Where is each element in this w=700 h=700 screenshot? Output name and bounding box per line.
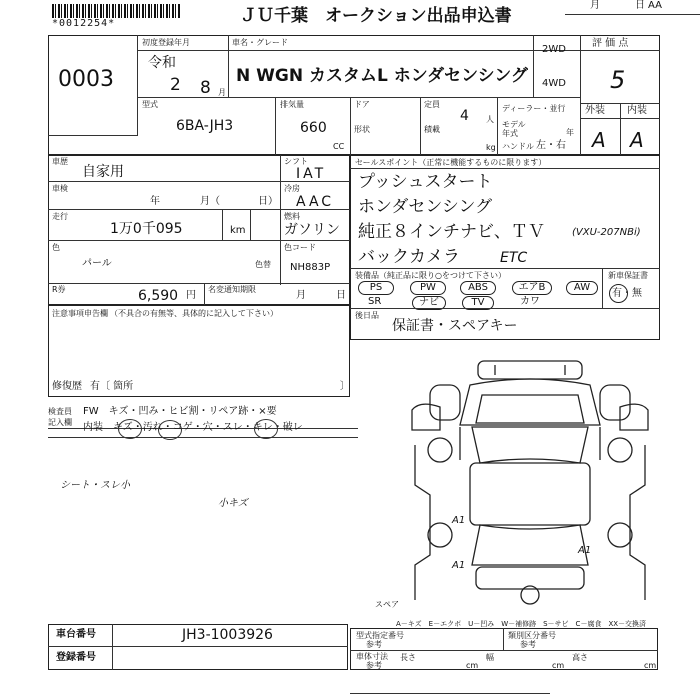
model-year-label: モデル年式 bbox=[502, 120, 526, 138]
form-title: ＪＵ千葉 オークション出品申込書 bbox=[240, 6, 512, 26]
equip-ps: PS bbox=[358, 281, 394, 295]
notice-month: 月 bbox=[296, 290, 306, 301]
shift-value: IAT bbox=[296, 166, 327, 182]
length-label: 長さ bbox=[400, 653, 416, 662]
size-ref: 参考 bbox=[366, 661, 382, 670]
equip-airbag: エアB bbox=[512, 281, 552, 295]
displacement-label: 排気量 bbox=[280, 100, 304, 109]
registration-year: 2 bbox=[170, 75, 181, 95]
post-items-value: 保証書・スペアキー bbox=[392, 318, 518, 334]
date-day: 日 bbox=[635, 0, 645, 11]
car-diagram bbox=[400, 355, 660, 610]
repair-value: 有〔 箇所 bbox=[90, 381, 134, 392]
height-label: 高さ bbox=[572, 653, 588, 662]
mileage-unit: km bbox=[230, 225, 246, 236]
barcode bbox=[52, 4, 180, 18]
color-code-label: 色コード bbox=[284, 243, 316, 252]
load-label: 積載 bbox=[424, 125, 440, 134]
registration-label: 初度登録年月 bbox=[142, 38, 190, 47]
chassis-value: JH3-1003926 bbox=[182, 627, 273, 643]
size-label: 車体寸法 bbox=[356, 652, 388, 661]
usage-value: 自家用 bbox=[82, 164, 124, 180]
ac-value: AAC bbox=[296, 194, 335, 210]
color-label: 色 bbox=[52, 243, 60, 252]
usage-label: 車歴 bbox=[52, 157, 68, 166]
inspection-label: 車検 bbox=[52, 184, 68, 193]
repair-label: 修復歴 bbox=[52, 381, 82, 392]
inspection-year: 年 bbox=[150, 196, 160, 207]
equip-abs: ABS bbox=[460, 281, 496, 295]
handwritten-scratch-note: 小キズ bbox=[218, 498, 248, 509]
lot-number: 0003 bbox=[58, 67, 114, 92]
drive-2wd: 2WD bbox=[542, 44, 566, 55]
top-section bbox=[48, 35, 660, 155]
fuel-value: ガソリン bbox=[284, 222, 340, 238]
category-label: 類別区分番号 bbox=[508, 631, 556, 640]
recycle-unit: 円 bbox=[186, 290, 196, 301]
serial-number: *0012254* bbox=[52, 18, 116, 29]
score-value: 5 bbox=[610, 66, 626, 94]
ac-label: 冷房 bbox=[284, 184, 300, 193]
fuel-label: 燃料 bbox=[284, 212, 300, 221]
capacity-unit: 人 bbox=[486, 115, 494, 124]
mileage-label: 走行 bbox=[52, 212, 68, 221]
equip-pw: PW bbox=[410, 281, 446, 295]
inspector-row-1: FW キズ・凹み・ヒビ割・リペア跡・×要 bbox=[83, 406, 277, 417]
equip-navi: ナビ bbox=[412, 296, 446, 310]
color-change-label: 色替 bbox=[255, 260, 271, 269]
recycle-label: R券 bbox=[52, 285, 66, 294]
displacement-unit: CC bbox=[333, 142, 345, 151]
handwritten-seat-note: シート・スレ小 bbox=[60, 480, 130, 491]
category-ref: 参考 bbox=[520, 640, 536, 649]
color-code: NH883P bbox=[290, 262, 331, 273]
capacity-label: 定員 bbox=[424, 100, 440, 109]
height-unit: cm bbox=[644, 661, 657, 670]
equip-tv: TV bbox=[462, 296, 494, 310]
score-label: 評 価 点 bbox=[592, 38, 629, 49]
chassis-label: 車台番号 bbox=[56, 629, 96, 640]
sales-points-label: セールスポイント（正常に機能するものに限ります） bbox=[355, 158, 547, 167]
sales-point-4-note: ETC bbox=[500, 250, 528, 266]
spare-label: スペア bbox=[375, 600, 399, 609]
registration-era: 令和 bbox=[148, 55, 176, 71]
inspection-day: 日） bbox=[258, 196, 278, 207]
exterior-label: 外装 bbox=[585, 105, 605, 116]
model-name: N WGN カスタムL ホンダセンシング bbox=[236, 66, 528, 86]
steering-label: ハンドル bbox=[502, 142, 534, 151]
inspection-month: 月（ bbox=[200, 196, 220, 207]
displacement-value: 660 bbox=[300, 120, 327, 136]
warranty-circle bbox=[609, 284, 628, 303]
sales-point-3: 純正８インチナビ、ＴＶ bbox=[358, 222, 545, 242]
inspector-row-2: 内装 キズ・汚れ・コゲ・穴・スレ・キレ・破レ bbox=[83, 422, 303, 433]
type-value: 6BA-JH3 bbox=[176, 118, 234, 134]
dealer-label: ディーラー・並行 bbox=[502, 104, 566, 113]
shift-label: シフト bbox=[284, 157, 308, 166]
notice-label: 名変通知期限 bbox=[208, 285, 256, 294]
doors-label: ドア bbox=[354, 100, 370, 109]
damage-mark: A1 bbox=[452, 515, 466, 526]
date-mark: AA bbox=[648, 0, 662, 11]
model-year-unit: 年 bbox=[566, 128, 574, 137]
equip-sr: SR bbox=[368, 296, 382, 307]
inspector-label-1: 検査員 bbox=[48, 407, 72, 416]
interior-label: 内装 bbox=[627, 105, 647, 116]
exterior-grade: A bbox=[592, 128, 606, 152]
length-unit: cm bbox=[466, 661, 479, 670]
damage-mark: A1 bbox=[452, 560, 466, 571]
post-items-label: 後日品 bbox=[355, 311, 379, 320]
notes-sub: （不具合の有無等、具体的に記入して下さい） bbox=[110, 309, 278, 318]
capacity-value: 4 bbox=[460, 108, 469, 124]
steering-value: 左・右 bbox=[536, 140, 566, 151]
mileage-value: 1万0千095 bbox=[110, 221, 183, 237]
sales-point-4: バックカメラ bbox=[358, 247, 460, 267]
new-car-warranty-label: 新車保証書 bbox=[608, 271, 648, 280]
sales-point-1: プッシュスタート bbox=[358, 172, 493, 192]
notes-label: 注意事項申告欄 bbox=[52, 309, 108, 318]
circle-mark bbox=[254, 419, 278, 439]
inspector-label-2: 記入欄 bbox=[48, 418, 72, 427]
circle-mark bbox=[118, 419, 142, 439]
width-label: 幅 bbox=[486, 653, 494, 662]
sales-point-2: ホンダセンシング bbox=[358, 197, 493, 217]
recycle-value: 6,590 bbox=[138, 288, 179, 304]
registration-month-unit: 月 bbox=[218, 88, 226, 97]
circle-mark bbox=[158, 420, 182, 440]
date-month: 月 bbox=[590, 0, 600, 11]
drive-4wd: 4WD bbox=[542, 78, 566, 89]
date-line bbox=[565, 14, 700, 15]
model-designation-ref: 参考 bbox=[366, 640, 382, 649]
load-unit: kg bbox=[486, 143, 496, 152]
type-label: 型式 bbox=[142, 100, 158, 109]
sales-point-3-note: (VXU-207NBi) bbox=[572, 227, 641, 238]
notice-day: 日 bbox=[336, 290, 346, 301]
equip-aw: AW bbox=[566, 281, 598, 295]
color-value: パール bbox=[82, 258, 112, 269]
interior-grade: A bbox=[630, 128, 644, 152]
model-label: 車名・グレード bbox=[232, 38, 288, 47]
equip-leather: カワ bbox=[520, 296, 540, 307]
registration-month: 8 bbox=[200, 78, 211, 98]
damage-mark: A1 bbox=[578, 545, 592, 556]
damage-legend: A－キズ E－エクボ U－凹み W－補修跡 S－サビ C－腐食 XX－交換済 bbox=[396, 620, 647, 628]
model-designation-label: 型式指定番号 bbox=[356, 631, 404, 640]
repair-close: 〕 bbox=[340, 381, 350, 392]
width-unit: cm bbox=[552, 661, 565, 670]
reg-number-label: 登録番号 bbox=[56, 652, 96, 663]
equipment-label: 装備品（純正品に限り○をつけて下さい） bbox=[355, 271, 506, 280]
shape-label: 形状 bbox=[354, 125, 370, 134]
new-car-warranty-options: 有・無 bbox=[612, 288, 642, 299]
